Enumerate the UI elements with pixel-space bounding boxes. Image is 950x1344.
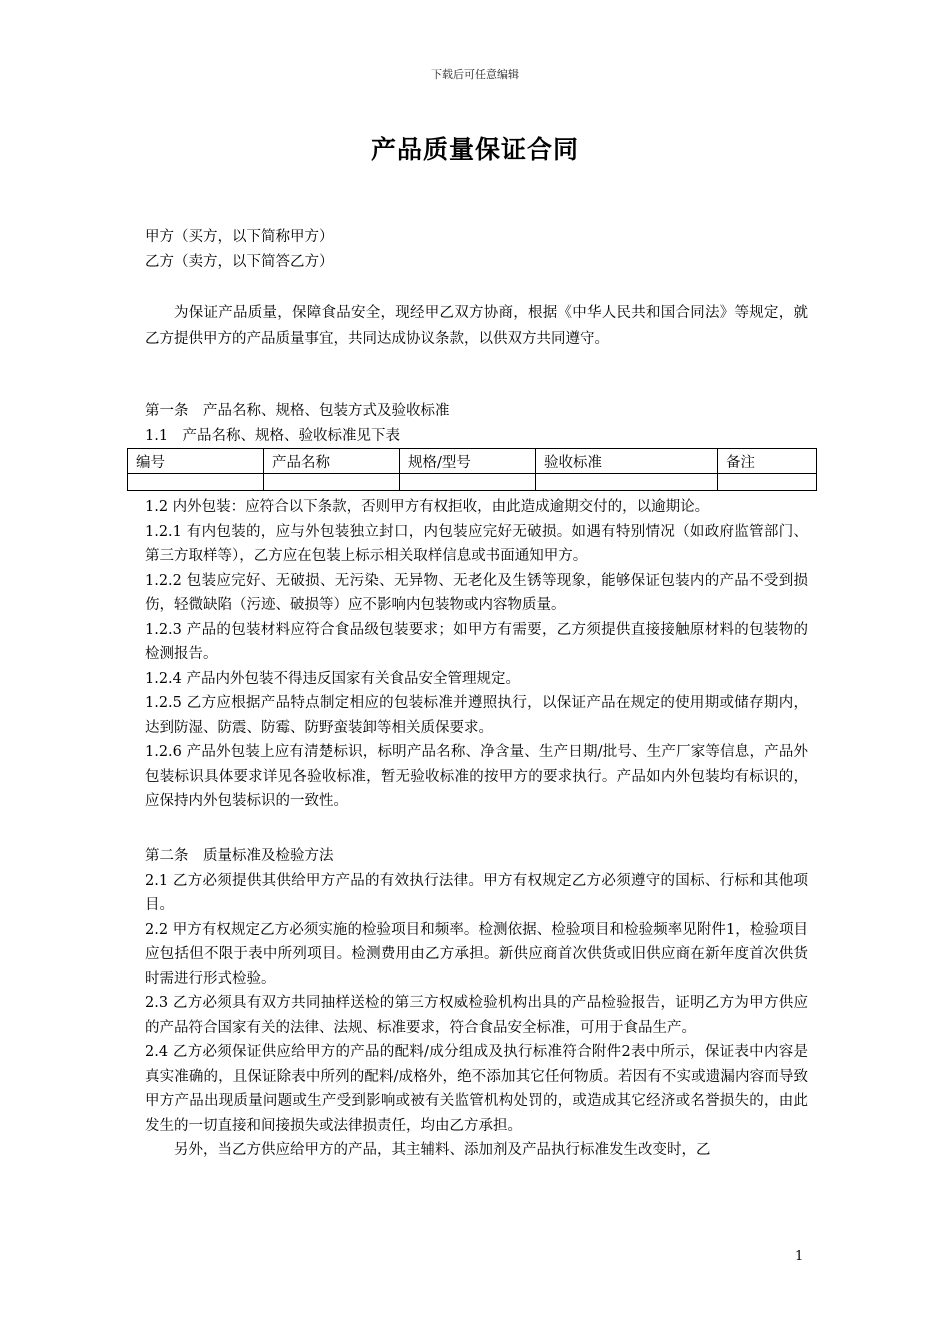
clause-2-4-continuation: 另外，当乙方供应给甲方的产品，其主辅料、添加剂及产品执行标准发生改变时，乙 (174, 1142, 711, 1158)
clause-1-1: 1.1 产品名称、规格、验收标准见下表 (145, 427, 401, 444)
clause-1-2: 1.2 内外包装：应符合以下条款，否则甲方有权拒收，由此造成逾期交付的，以逾期论。 (145, 499, 710, 515)
clause-1-2-6: 1.2.6 产品外包装上应有清楚标识，标明产品名称、净含量、生产日期/批号、生产厂家等信息，产品外包装标识具体要求详见各验收标准，暂无验收标准的按甲方的要求执行。产品如内外包装均有标识的，应保持内外包装标识的一致性。 (145, 744, 808, 809)
clause-1-2-5: 1.2.5 乙方应根据产品特点制定相应的包装标准并遵照执行，以保证产品在规定的使用期或储存期内，达到防湿、防震、防霉、防野蛮装卸等相关质保要求。 (145, 695, 808, 736)
page-header: 下载后可任意编辑 (431, 68, 519, 81)
article-2-heading: 第二条 质量标准及检验方法 (145, 848, 334, 864)
article-1-heading: 第一条 产品名称、规格、包装方式及验收标准 (145, 403, 450, 419)
table-cell (128, 474, 264, 491)
article-1-clauses (145, 495, 808, 814)
contract-title: 产品质量保证合同 (370, 135, 579, 164)
clause-1-2-1: 1.2.1 有内包装的，应与外包装独立封口，内包装应完好无破损。如遇有特别情况（如政府监管部门、第三方取样等），乙方应在包装上标示相关取样信息或书面通知甲方。 (145, 523, 808, 564)
clause-2-3: 2.3 乙方必须具有双方共同抽样送检的第三方权威检验机构出具的产品检验报告，证明乙方为甲方供应的产品符合国家有关的法律、法规、标准要求，符合食品安全标准，可用于食品生产。 (145, 995, 808, 1036)
page-number: 1 (795, 1249, 804, 1264)
col-spec-model: 规格/型号 (400, 449, 536, 474)
party-a: 甲方（买方，以下简称甲方） (145, 229, 334, 245)
table-cell (718, 474, 817, 491)
table-row (128, 474, 817, 491)
article-2-block (145, 844, 808, 1163)
table-cell (536, 474, 718, 491)
col-product-name: 产品名称 (264, 449, 400, 474)
clause-2-2: 2.2 甲方有权规定乙方必须实施的检验项目和频率。检测依据、检验项目和检验频率见附件1，检验项目应包括但不限于表中所列项目。检测费用由乙方承担。新供应商首次供货或旧供应商在新年度首次供货时需进行形式检验。 (145, 921, 808, 987)
col-number: 编号 (128, 449, 264, 474)
col-remarks: 备注 (718, 449, 817, 474)
product-spec-table (127, 448, 817, 491)
parties-block (145, 225, 808, 274)
clause-1-2-2: 1.2.2 包装应完好、无破损、无污染、无异物、无老化及生锈等现象，能够保证包装内的产品不受到损伤，轻微缺陷（污迹、破损等）应不影响内包装物或内容物质量。 (145, 572, 808, 613)
preamble-paragraph: 为保证产品质量，保障食品安全，现经甲乙双方协商，根据《中华人民共和国合同法》等规定，就乙方提供甲方的产品质量事宜，共同达成协议条款，以供双方共同遵守。 (145, 305, 808, 347)
table-header-row (128, 449, 817, 474)
col-acceptance-standard: 验收标准 (536, 449, 718, 474)
article-1-heading-block (145, 399, 808, 448)
clause-2-1: 2.1 乙方必须提供其供给甲方产品的有效执行法律。甲方有权规定乙方必须遵守的国标、行标和其他项目。 (145, 872, 808, 913)
clause-1-2-3: 1.2.3 产品的包装材料应符合食品级包装要求；如甲方有需要，乙方须提供直接接触原材料的包装物的检测报告。 (145, 621, 808, 662)
table-cell (400, 474, 536, 491)
clause-2-4: 2.4 乙方必须保证供应给甲方的产品的配料/成分组成及执行标准符合附件2表中所示，保证表中内容是真实准确的，且保证除表中所列的配料/成格外，绝不添加其它任何物质。若因有不实或遗漏内容而导致甲方产品出现质量问题或生产受到影响或被有关监管机构处罚的，或造成其它经济或名誉损失的，由此发生的一切直接和间接损失或法律损责任，均由乙方承担。 (145, 1044, 808, 1134)
party-b: 乙方（卖方，以下简答乙方） (145, 253, 334, 270)
clause-1-2-4: 1.2.4 产品内外包装不得违反国家有关食品安全管理规定。 (145, 670, 521, 687)
table-cell (264, 474, 400, 491)
